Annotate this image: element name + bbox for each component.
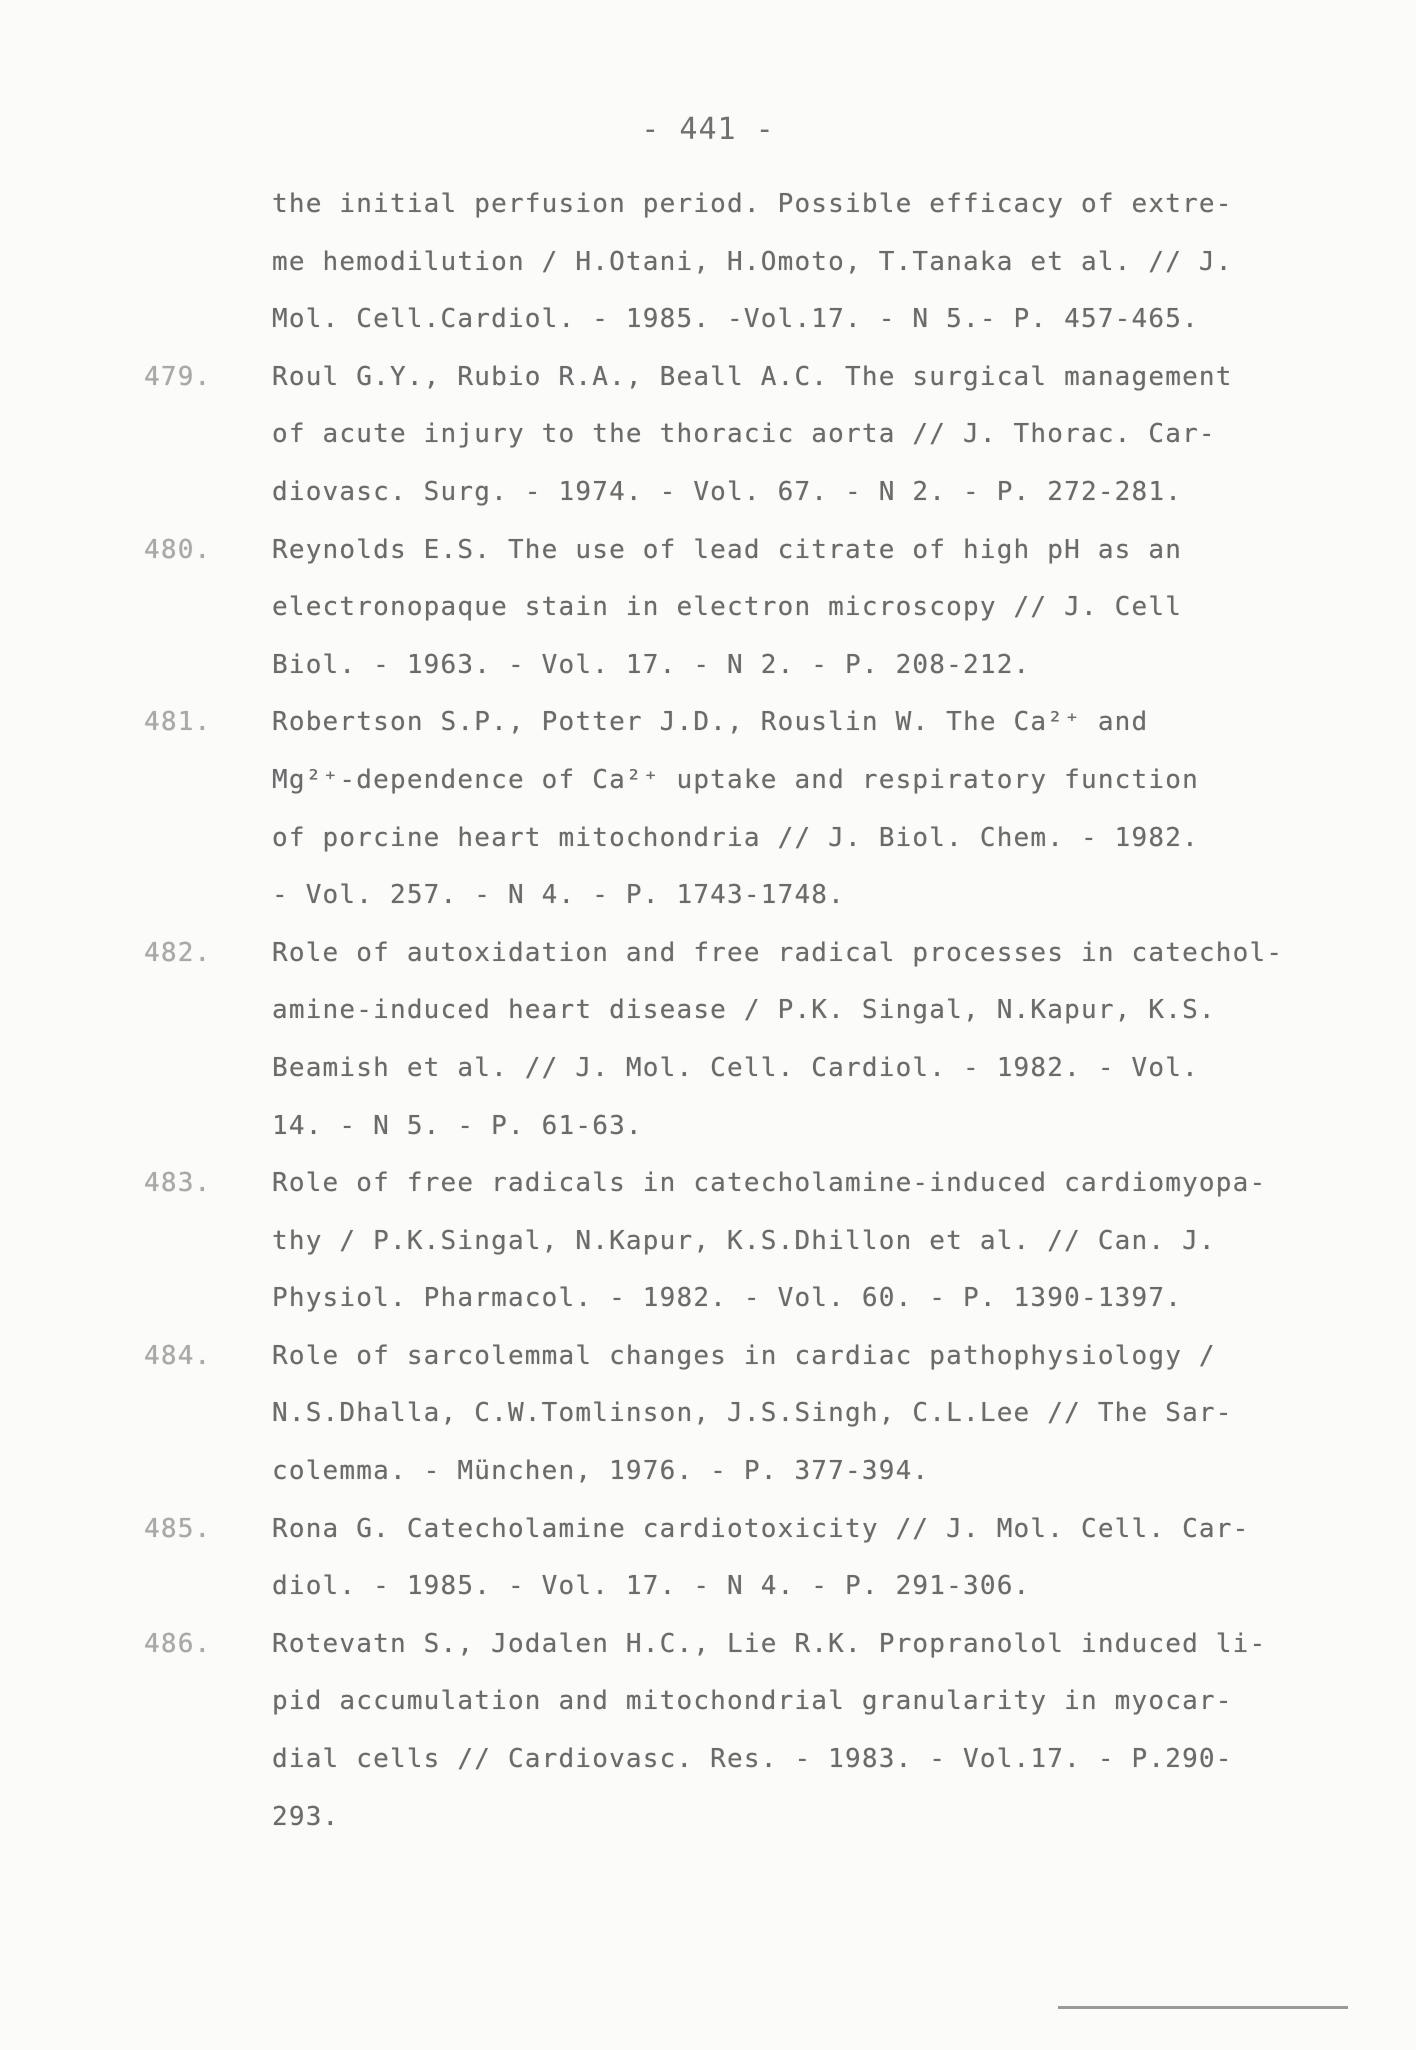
reference-item <box>132 1328 1332 1501</box>
reference-number: 483. <box>144 1168 212 1199</box>
reference-item <box>132 925 1332 1155</box>
reference-item <box>132 1616 1332 1846</box>
reference-text: Role of sarcolemmal changes in cardiac pathophysiology / N.S.Dhalla, C.W.Tomlinson, J.S.Singh, C.L.Lee // The Sar- colemma. - München, 1976. - P. 377-394. <box>272 1340 1233 1487</box>
reference-text: Role of free radicals in catecholamine-induced cardiomyopa- thy / P.K.Singal, N.Kapur, K.S.Dhillon et al. // Can. J. Physiol. Pharmacol. - 1982. - Vol. 60. - P. 1390-1397. <box>272 1168 1267 1314</box>
reference-number: 482. <box>144 937 212 968</box>
reference-number: 480. <box>144 534 212 565</box>
reference-text: Robertson S.P., Potter J.D., Rouslin W. The Ca²⁺ and Mg²⁺-dependence of Ca²⁺ uptake and respiratory function of porcine heart mitochondria // J. Biol. Chem. - 1982. - Vol. 257. - N 4. - P. 1743-1748. <box>272 707 1199 911</box>
reference-item <box>132 694 1332 924</box>
reference-item <box>132 1501 1332 1616</box>
footer-rule <box>1058 2006 1348 2009</box>
reference-text: Rotevatn S., Jodalen H.C., Lie R.K. Propranolol induced li- pid accumulation and mitochondrial granularity in myocar- dial cells // Cardiovasc. Res. - 1983. - Vol.17. - P.290- 293. <box>272 1628 1267 1832</box>
reference-text: Reynolds E.S. The use of lead citrate of high pH as an electronopaque stain in electron microscopy // J. Cell Biol. - 1963. - Vol. 17. - N 2. - P. 208-212. <box>272 534 1183 680</box>
reference-text: Rona G. Catecholamine cardiotoxicity // J. Mol. Cell. Car- diol. - 1985. - Vol. 17. - N 4. - P. 291-306. <box>272 1513 1250 1602</box>
reference-item <box>132 522 1332 695</box>
reference-number: 479. <box>144 361 212 392</box>
reference-item <box>132 1155 1332 1328</box>
reference-item <box>132 349 1332 522</box>
reference-text: Role of autoxidation and free radical processes in catechol- amine-induced heart disease / P.K. Singal, N.Kapur, K.S. Beamish et al. // J. Mol. Cell. Cardiol. - 1982. - Vol. 14. - N 5. - P. 61-63. <box>272 937 1284 1141</box>
reference-number: 484. <box>144 1340 212 1371</box>
reference-text: the initial perfusion period. Possible efficacy of extre- me hemodilution / H.Otani, H.Omoto, T.Tanaka et al. // J. Mol. Cell.Cardiol. - 1985. -Vol.17. - N 5.- P. 457-465. <box>272 189 1233 335</box>
reference-number: 486. <box>144 1628 212 1659</box>
page-number: - 441 - <box>641 112 775 147</box>
reference-number: 485. <box>144 1513 212 1544</box>
reference-continuation <box>132 176 1332 349</box>
reference-list <box>132 176 1332 1846</box>
reference-number: 481. <box>144 707 212 738</box>
reference-text: Roul G.Y., Rubio R.A., Beall A.C. The surgical management of acute injury to the thoracic aorta // J. Thorac. Car- diovasc. Surg. - 1974. - Vol. 67. - N 2. - P. 272-281. <box>272 361 1233 507</box>
